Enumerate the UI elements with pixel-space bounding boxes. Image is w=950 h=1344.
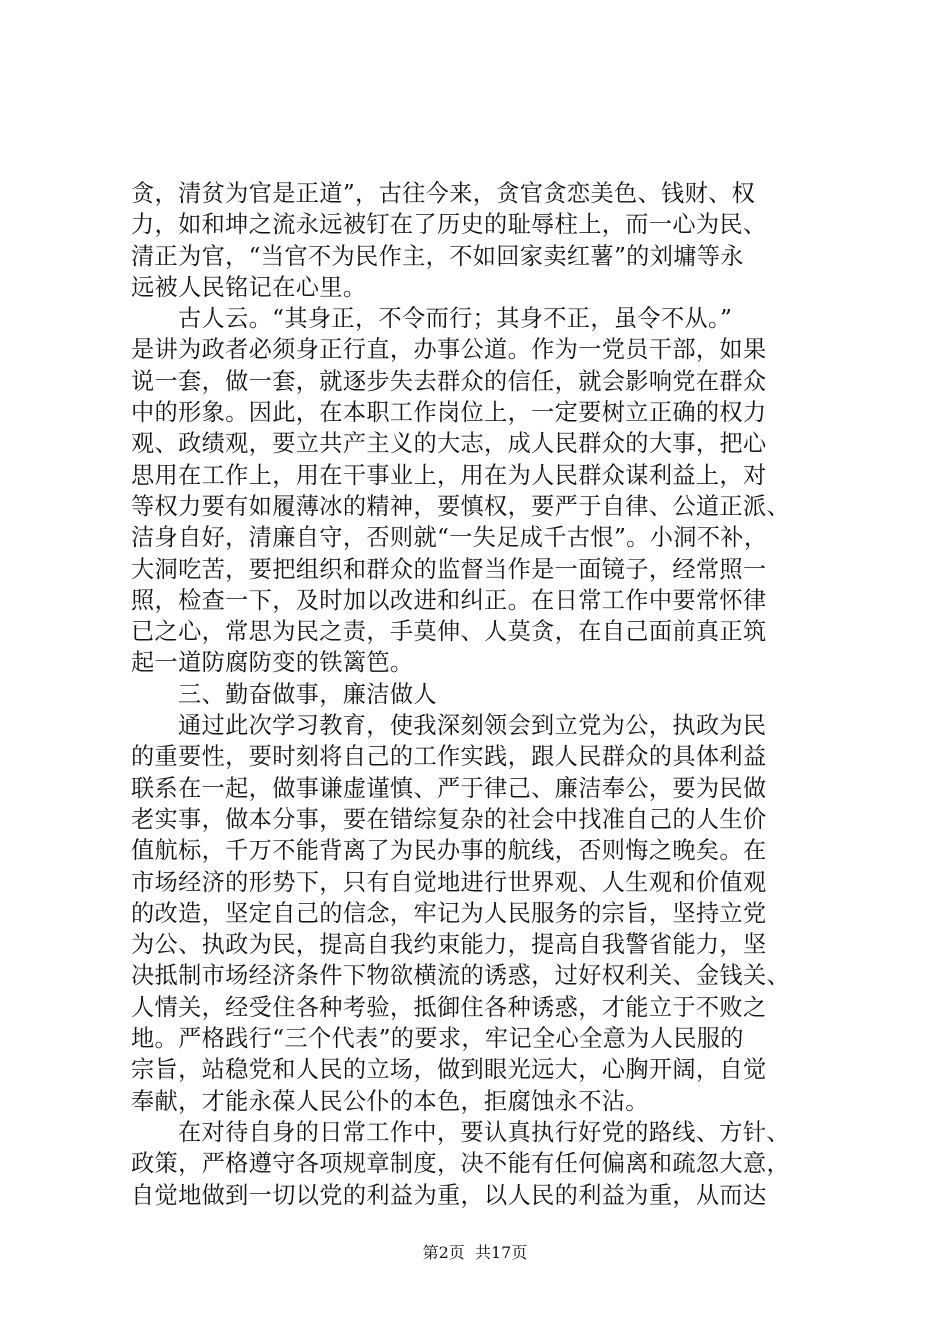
text-line: 力，如和坤之流永远被钉在了历史的耻辱柱上，而一心为民、 — [131, 211, 767, 239]
text-line: 照，检查一下，及时加以改进和纠正。在日常工作中要常怀律 — [131, 586, 767, 614]
text-line: 已之心，常思为民之责，手莫伸、人莫贪，在自己面前真正筑 — [131, 618, 767, 646]
paragraph — [131, 1117, 831, 1211]
text-line: 清正为官，“当官不为民作主，不如回家卖红薯”的刘墉等永 — [131, 242, 744, 270]
footer-spacer — [465, 1243, 475, 1262]
page-footer — [0, 1243, 950, 1263]
text-line: 观、政绩观，要立共产主义的大志，成人民群众的大事，把心 — [131, 430, 767, 458]
paragraph — [131, 178, 831, 303]
text-line: 联系在一起，做事谦虚谨慎、严于律己、廉洁奉公，要为民做 — [131, 774, 767, 802]
text-line: 决抵制市场经济条件下物欲横流的诱惑，过好权利关、金钱关、 — [131, 962, 791, 990]
text-line: 等权力要有如履薄冰的精神，要慎权，要严于自律、公道正派、 — [131, 492, 791, 520]
document-body — [131, 178, 831, 1211]
text-line: 通过此次学习教育，使我深刻领会到立党为公，执政为民 — [178, 712, 767, 740]
text-line: 的重要性，要时刻将自己的工作实践，跟人民群众的具体利益 — [131, 743, 767, 771]
text-line: 政策，严格遵守各项规章制度，决不能有任何偏离和疏忽大意， — [131, 1150, 791, 1178]
text-line: 人情关，经受住各种考验，抵御住各种诱惑，才能立于不败之 — [131, 993, 767, 1021]
text-line: 洁身自好，清廉自守，否则就“一失足成千古恨”。小洞不补， — [131, 524, 768, 552]
text-line: 的改造，坚定自己的信念，牢记为人民服务的宗旨，坚持立党 — [131, 899, 767, 927]
text-line: 是讲为政者必须身正行直，办事公道。作为一党员干部，如果 — [131, 336, 767, 364]
text-line: 三、勤奋做事，廉洁做人 — [178, 680, 437, 708]
text-line: 在对待自身的日常工作中，要认真执行好党的路线、方针、 — [178, 1118, 790, 1146]
text-line: 地。严格践行“三个代表”的要求，牢记全心全意为人民服的 — [131, 1025, 744, 1053]
page-total: 共17页 — [474, 1243, 528, 1262]
text-line: 古人云。“其身正，不令而行；其身不正，虽令不从。” — [178, 305, 733, 333]
text-line: 自觉地做到一切以党的利益为重，以人民的利益为重，从而达 — [131, 1181, 767, 1209]
text-line: 思用在工作上，用在干事业上，用在为人民群众谋利益上，对 — [131, 461, 767, 489]
paragraph — [131, 710, 831, 1117]
paragraph — [131, 303, 831, 679]
text-line: 起一道防腐防变的铁篱笆。 — [131, 649, 414, 677]
text-line: 说一套，做一套，就逐步失去群众的信任，就会影响党在群众 — [131, 367, 767, 395]
text-line: 老实事，做本分事，要在错综复杂的社会中找准自己的人生价 — [131, 805, 767, 833]
text-line: 值航标，千万不能背离了为民办事的航线，否则悔之晚矣。在 — [131, 837, 767, 865]
text-line: 中的形象。因此，在本职工作岗位上，一定要树立正确的权力 — [131, 399, 767, 427]
page-number: 第2页 — [422, 1243, 465, 1262]
text-line: 奉献，才能永葆人民公仆的本色，拒腐蚀永不沾。 — [131, 1087, 649, 1115]
text-line: 大洞吃苦，要把组织和群众的监督当作是一面镜子，经常照一 — [131, 555, 767, 583]
text-line: 为公、执政为民，提高自我约束能力，提高自我警省能力，坚 — [131, 931, 767, 959]
text-line: 远被人民铭记在心里。 — [131, 273, 367, 301]
text-line: 市场经济的形势下，只有自觉地进行世界观、人生观和价值观 — [131, 868, 767, 896]
text-line: 宗旨，站稳党和人民的立场，做到眼光远大，心胸开阔，自觉 — [131, 1056, 767, 1084]
section-heading — [131, 679, 831, 710]
text-line: 贪，清贫为官是正道”，古往今来，贪官贪恋美色、钱财、权 — [131, 180, 756, 207]
